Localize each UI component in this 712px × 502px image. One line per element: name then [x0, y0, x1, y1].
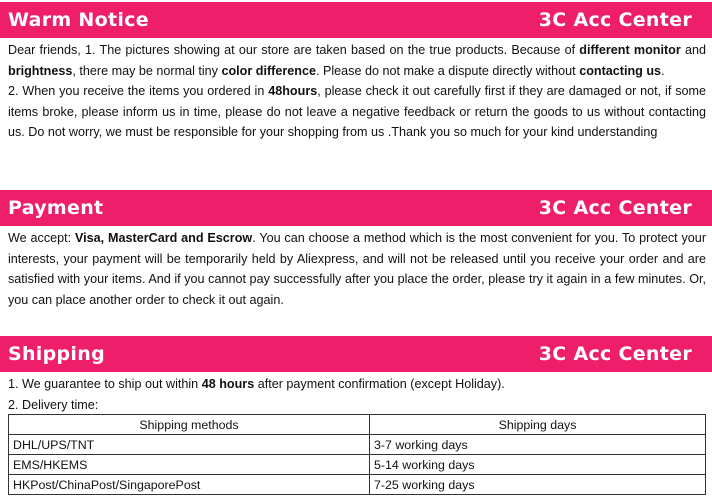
store-name: 3C Acc Center — [538, 343, 692, 365]
store-name: 3C Acc Center — [538, 9, 692, 31]
header-shipping-days: Shipping days — [370, 415, 706, 435]
payment-paragraph: We accept: Visa, MasterCard and Escrow. You can choose a method which is the most convenient for you. To protect your interests, your payment will be temporarily held by Aliexpress, and will not be released until you receive your order and are satisfied with your items. And if you cannot pay successfully after you place the order, please try it again in a few minutes. Or, you can place another order to check it out again. — [8, 231, 707, 307]
notice-paragraph-1: Dear friends, 1. The pictures showing at our store are taken based on the true products. Because of different monitor and brightness, there may be normal tiny color difference. Please do not make a dispute directly without contacting us. — [8, 43, 706, 78]
shipping-table — [8, 414, 706, 495]
shipping-line-2: 2. Delivery time: — [8, 397, 99, 412]
days-cell: 7-25 working days — [370, 475, 706, 495]
payment-text — [8, 228, 706, 310]
notice-paragraph-2: 2. When you receive the items you ordered in 48hours, please check it out carefully first if they are damaged or not, if some items broke, please inform us in time, please do not leave a negative feedback or return the goods to us without contacting us. Do not worry, we must be responsible for your shopping from us .Thank you so much for your kind understanding — [8, 84, 707, 139]
warm-notice-title: Warm Notice — [8, 9, 149, 31]
warm-notice-banner — [0, 2, 712, 38]
payment-title: Payment — [8, 197, 104, 219]
table-row — [9, 475, 706, 495]
header-shipping-methods: Shipping methods — [9, 415, 370, 435]
table-header-row — [9, 415, 706, 435]
shipping-title: Shipping — [8, 343, 105, 365]
shipping-text — [8, 374, 706, 415]
shipping-line-1: 1. We guarantee to ship out within 48 hours after payment confirmation (except Holiday). — [8, 377, 505, 391]
table-row — [9, 455, 706, 475]
warm-notice-text — [8, 40, 706, 143]
days-cell: 3-7 working days — [370, 435, 706, 455]
method-cell: HKPost/ChinaPost/SingaporePost — [9, 475, 370, 495]
days-cell: 5-14 working days — [370, 455, 706, 475]
payment-banner — [0, 190, 712, 226]
table-row — [9, 435, 706, 455]
method-cell: EMS/HKEMS — [9, 455, 370, 475]
shipping-banner — [0, 336, 712, 372]
method-cell: DHL/UPS/TNT — [9, 435, 370, 455]
store-name: 3C Acc Center — [538, 197, 692, 219]
